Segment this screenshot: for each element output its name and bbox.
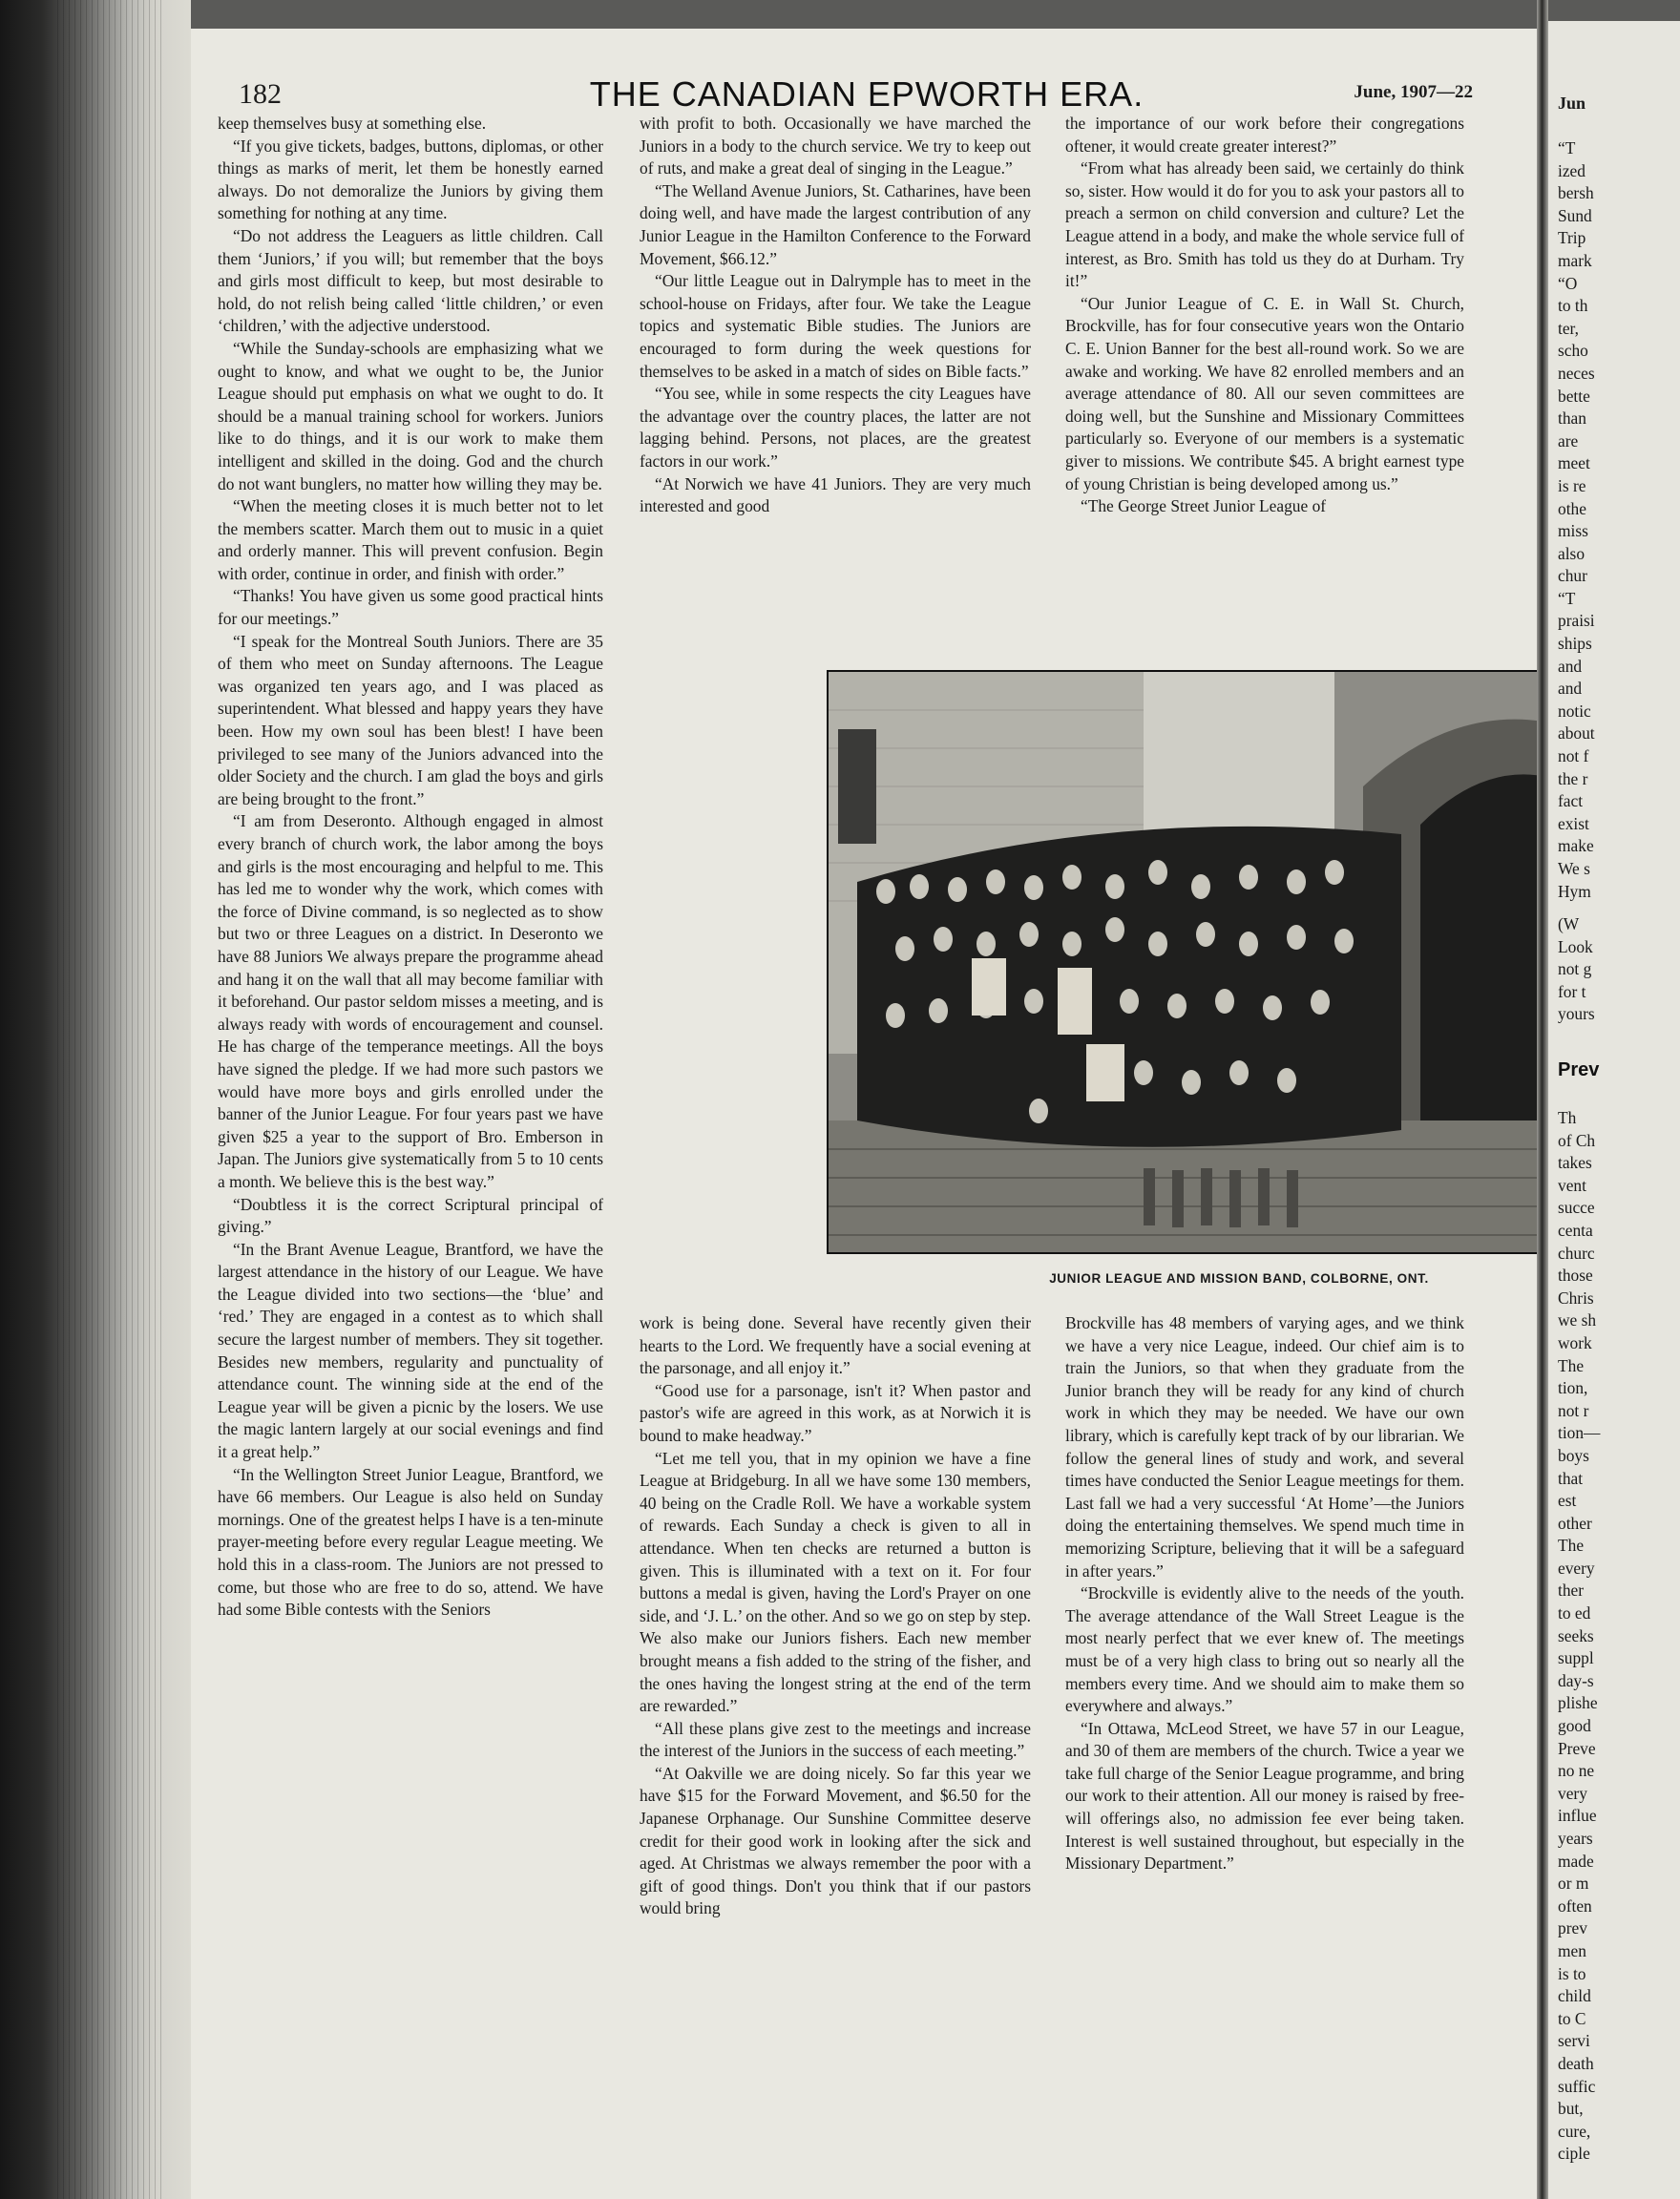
paragraph: with profit to both. Occasionally we have marched the Juniors in a body to the church service. We try to keep out of ruts, and make a great deal of singing in the League.”	[640, 114, 1031, 178]
paragraph: “In Ottawa, McLeod Street, we have 57 in our League, and 30 of them are members of the church. Twice a year we take full charge of the Senior League programme, and bring our work to their attention. All our money is raised by free-will offerings also, no admission fee ever being taken. Interest is well sustained throughout, but especially in the Missionary Department.”	[1065, 1718, 1464, 1874]
article-column-2-bottom	[640, 1312, 1031, 2143]
paragraph: “Our Junior League of C. E. in Wall St. Church, Brockville, has for four consecutive years won the Ontario C. E. Union Banner for the best all-round work. So we are awake and working. We have 82 enrolled members and an average attendance of 80. All our seven committees are doing well, but the Sunshine and Missionary Committees particularly so. Everyone of our members is a systematic giver to missions. We contribute $45. A bright earnest type of young Christian is being developed among us.”	[1065, 293, 1464, 493]
article-column-1	[218, 113, 603, 2126]
paragraph: “Our little League out in Dalrymple has to meet in the school-house on Fridays, after four. We take the League topics and systematic Bible studies. The Juniors are encouraged to form during the week questions for themselves to be asked in a match of sides on Bible facts.”	[640, 271, 1031, 381]
facing-page-text-3: Th of Ch takes vent succe centa churc those Chris we sh work The tion, not r tion— boys that est other The every ther to ed seeks suppl day-s plishe good Preve no ne very influe years made or m often prev men is to child to C servi death suffic but, cure, ciple	[1558, 1108, 1601, 2164]
article-column-2-top	[640, 113, 1031, 653]
group-photo-image	[829, 672, 1653, 1252]
paragraph: “The George Street Junior League of	[1081, 496, 1327, 516]
facing-page-header: Jun	[1558, 94, 1586, 113]
paragraph: “Brockville is evidently alive to the needs of the youth. The average attendance of the Wall Street League is the most nearly perfect that we ever knew of. The meetings must be of a very high class to bring out so nearly all the members every time. And we should aim to make them so everywhere and always.”	[1065, 1583, 1464, 1716]
paragraph: “I am from Deseronto. Although engaged in almost every branch of church work, the labor among the boys and girls is the most encouraging and helpful to me. This has led me to wonder why the work, which comes with the force of Divine command, is so neglected as to show but two or three Leagues on a district. In Deseronto we have 88 Juniors We always prepare the programme ahead and hang it on the wall that all may become familiar with it beforehand. Our pastor seldom misses a meeting, and is always ready with words of encouragement and counsel. He has charge of the temperance meetings. All the boys have signed the pledge. If we had more such pastors we would have more boys and girls enrolled under the banner of the Junior League. For four years past we have given $25 a year to the support of Bro. Emberson in Japan. The Juniors give systematically from 5 to 10 cents a month. We believe this is the best way.”	[218, 811, 603, 1191]
paragraph: “Let me tell you, that in my opinion we have a fine League at Bridgeburg. In all we have some 130 members, 40 being on the Cradle Roll. We have a workable system of rewards. Each Sunday a check is given to all in attendance. When ten checks are returned a button is given. This is illuminated with a text on it. For four buttons a medal is given, having the Lord's Prayer on one side, and ‘J. L.’ on the other. And so we go on step by step. We also make our Juniors fishers. Each new member brought means a fish added to the string of the fisher, and the ones having the longest string at the end of the term are rewarded.”	[640, 1448, 1031, 1716]
paragraph: “Do not address the Leaguers as little children. Call them ‘Juniors,’ if you will; but remember that the boys and girls most difficult to keep, but most desirable to hold, do not relish being called ‘little children,’ or even ‘children,’ with the adjective understood.	[218, 225, 603, 336]
article-column-3-top	[1065, 113, 1464, 653]
paragraph: “When the meeting closes it is much better not to let the members scatter. March them out to music in a quiet and orderly manner. This will prevent confusion. Begin with order, continue in order, and finish with order.”	[218, 496, 603, 583]
paragraph: “The Welland Avenue Juniors, St. Catharines, have been doing well, and have made the largest contribution of any Junior League in the Hamilton Conference to the Forward Movement, $66.12.”	[640, 180, 1031, 268]
group-photograph	[827, 670, 1655, 1254]
paragraph: “Good use for a parsonage, isn't it? When pastor and pastor's wife are agreed in this work, as at Norwich it is bound to make headway.”	[640, 1380, 1031, 1445]
paragraph: “At Norwich we have 41 Juniors. They are very much interested and good	[640, 473, 1031, 516]
facing-page-text-1: “T ized bersh Sund Trip mark “O to th ter, scho neces bette than are meet is re othe miss also chur “T praisi ships and and notic about not f the r fact exist make We s Hym	[1558, 138, 1595, 901]
paragraph: “In the Brant Avenue League, Brantford, we have the largest attendance in the history of our League. We have the League divided into two sections—the ‘blue’ and ‘red.’ They are engaged in a contest as to which shall secure the largest number of members. They sit together. Besides new members, regularity and punctuality of attendance count. The winning side at the end of the League year will be given a picnic by the losers. We use the magic lantern largely at our social evenings and find it a great help.”	[218, 1239, 603, 1462]
binding-page-edges	[57, 0, 162, 2199]
paragraph: work is being done. Several have recently given their hearts to the Lord. We frequently have a social evening at the parsonage, and all enjoy it.”	[640, 1313, 1031, 1378]
paragraph: the importance of our work before their congregations oftener, it would create greater interest?”	[1065, 114, 1464, 156]
masthead-title: THE CANADIAN EPWORTH ERA.	[589, 74, 1144, 114]
facing-page-heading: Prev	[1558, 1059, 1600, 1080]
issue-date: June, 1907—22	[1354, 82, 1473, 102]
paragraph: “At Oakville we are doing nicely. So far this year we have $15 for the Forward Movement, and $6.50 for the Japanese Orphanage. Our Sunshine Committee deserve credit for their good work in looking after the sick and aged. At Christmas we always remember the poor with a gift of good things. Don't you think that if our pastors would bring	[640, 1763, 1031, 1918]
page-gutter	[1537, 0, 1548, 2199]
paragraph: “From what has already been said, we certainly do think so, sister. How would it do for you to ask your pastors all to preach a sermon on child conversion and culture? Let the League attend in a body, and make the whole service full of interest, as Bro. Smith has told us they do at Durham. Try it!”	[1065, 158, 1464, 291]
paragraph: “Doubtless it is the correct Scriptural principal of giving.”	[218, 1194, 603, 1237]
paragraph: “If you give tickets, badges, buttons, diplomas, or other things as marks of merit, let them be honestly earned always. Do not demoralize the Juniors by giving them something for nothing at any time.	[218, 136, 603, 223]
paragraph: “In the Wellington Street Junior League, Brantford, we have 66 members. Our League is also held on Sunday mornings. One of the greatest helps I have is a ten-minute prayer-meeting before every regular League meeting. We hold this in a class-room. The Juniors are not pressed to come, but those who are free to do so, attend. We have had some Bible contests with the Seniors	[218, 1464, 603, 1620]
paragraph: “While the Sunday-schools are emphasizing what we ought to know, and what we ought to be, the Junior League should put emphasis on what we ought to do. It should be a manual training school for workers. Juniors like to do things, and it is our work to make them intelligent and skilled in the doing. God and the church do not want bunglers, no matter how willing they may be.	[218, 338, 603, 493]
facing-page-edge	[1548, 21, 1680, 2199]
photo-caption: JUNIOR LEAGUE AND MISSION BAND, COLBORNE, ONT.	[1049, 1271, 1429, 1286]
page-header	[218, 57, 1516, 115]
paragraph: “You see, while in some respects the city Leagues have the advantage over the country places, the latter are not lagging behind. Persons, not places, are the greatest factors in our work.”	[640, 384, 1031, 471]
paragraph: “Thanks! You have given us some good practical hints for our meetings.”	[218, 586, 603, 629]
paragraph: “All these plans give zest to the meetings and increase the interest of the Juniors in the success of each meeting.”	[640, 1718, 1031, 1761]
facing-page-text-2: (W Look not g for t yours	[1558, 914, 1595, 1024]
paragraph: keep themselves busy at something else.	[218, 114, 487, 133]
magazine-page	[191, 29, 1537, 2199]
article-column-3-bottom	[1065, 1312, 1464, 2143]
paragraph: Brockville has 48 members of varying ages, and we think we have a very nice League, indeed. Our chief aim is to train the Juniors, so that when they graduate from the Junior branch they will be ready for any kind of church work in which they may be needed. We have our own library, which is carefully kept track of by our librarian. We follow the general lines of study and work, and several times have conducted the Senior League meetings for them. Last fall we had a very successful ‘At Home’—the Juniors doing the entertaining themselves. We spend much time in memorizing Scripture, believing that it will be a safeguard in after years.”	[1065, 1313, 1464, 1581]
paragraph: “I speak for the Montreal South Juniors. There are 35 of them who meet on Sunday afternoons. The League was organized ten years ago, and I was placed as superintendent. What blessed and happy years they have been. How my own soul has been blest! I have been privileged to see many of the Juniors advanced into the older Society and the church. I am glad the boys and girls are being brought to the front.”	[218, 631, 603, 808]
page-number: 182	[239, 78, 282, 110]
